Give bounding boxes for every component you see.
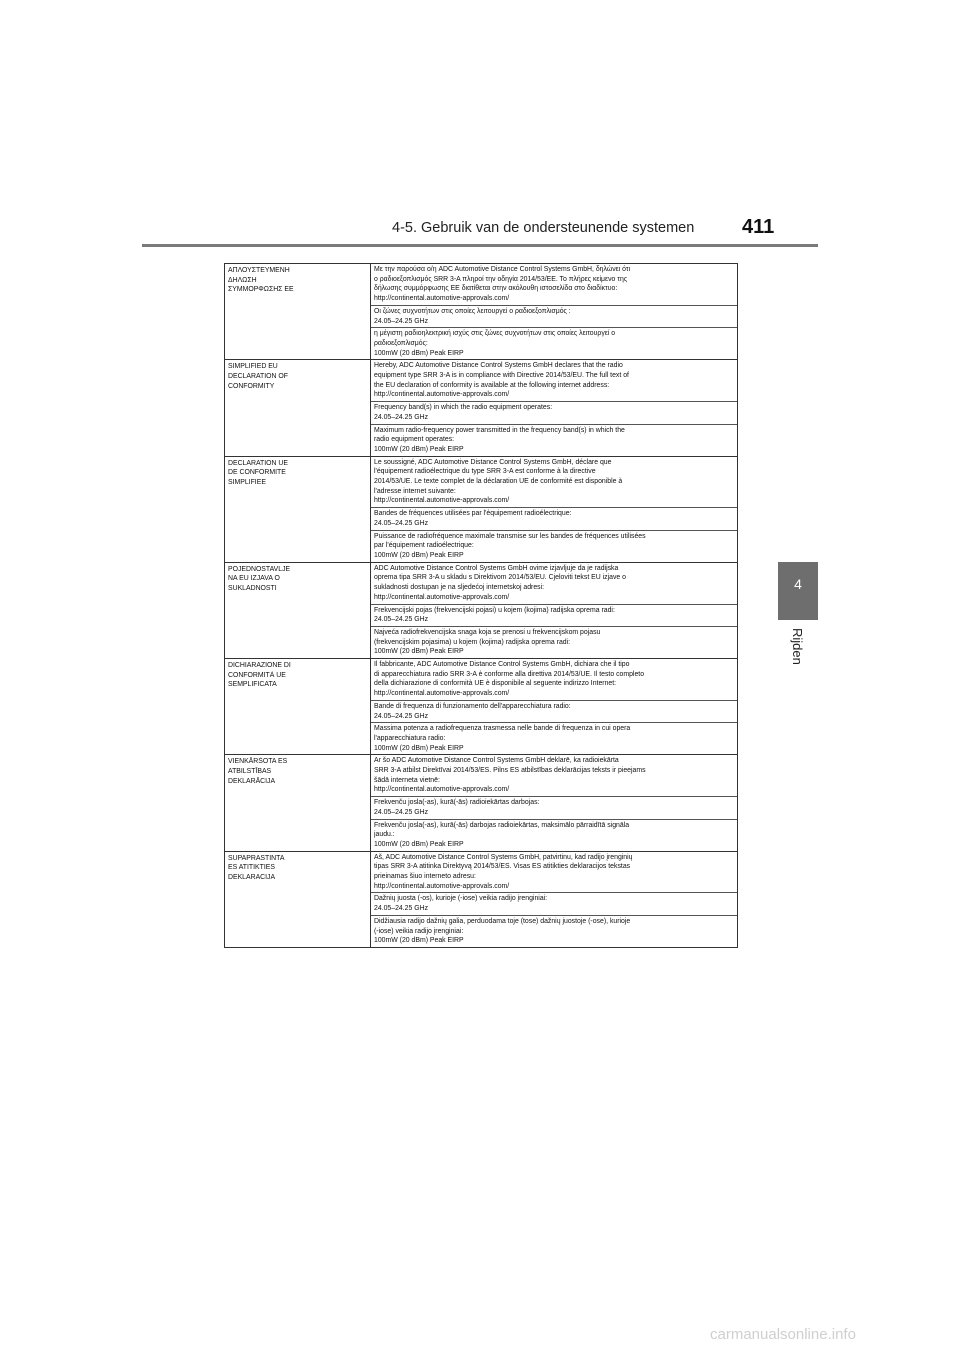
entry-line: Puissance de radiofréquence maximale transmise sur les bandes de fréquences utilisées xyxy=(374,532,646,540)
entry-line: 24.05–24.25 GHz xyxy=(374,808,429,816)
entry-line: della dichiarazione di conformità UE è disponibile al seguente indirizzo Internet: xyxy=(374,680,617,688)
declaration-entry xyxy=(371,796,737,818)
declaration-entry xyxy=(371,457,737,508)
declaration-entry xyxy=(371,819,737,851)
entry-line: http://continental.automotive-approvals.com/ xyxy=(374,295,510,303)
entry-line: equipment type SRR 3-A is in compliance with Directive 2014/53/EU. The full text of xyxy=(374,372,629,380)
declaration-title-line: ES ATITIKTIES xyxy=(228,864,275,872)
declaration-entry xyxy=(371,700,737,722)
declaration-entry xyxy=(371,327,737,359)
declaration-section xyxy=(225,658,737,754)
declaration-body xyxy=(371,360,737,455)
entry-line: Hereby, ADC Automotive Distance Control Systems GmbH declares that the radio xyxy=(374,362,623,370)
declaration-section xyxy=(225,456,737,562)
entry-line: http://continental.automotive-approvals.com/ xyxy=(374,593,510,601)
entry-line: δήλωσης συμμόρφωσης ΕΕ διατίθεται στην ακόλουθη ιστοσελίδα στο διαδίκτυο: xyxy=(374,285,618,293)
declaration-entry xyxy=(371,305,737,327)
declaration-title-line: SEMPLIFICATA xyxy=(228,681,277,689)
entry-line: jaudu.: xyxy=(374,831,395,839)
entry-line: http://continental.automotive-approvals.com/ xyxy=(374,497,510,505)
declaration-title-line: POJEDNOSTAVLJE xyxy=(228,565,291,573)
declaration-entry xyxy=(371,563,737,604)
entry-line: 24.05–24.25 GHz xyxy=(374,616,429,624)
declaration-section xyxy=(225,562,737,658)
entry-line: 100mW (20 dBm) Peak EIRP xyxy=(374,840,464,848)
entry-line: 24.05–24.25 GHz xyxy=(374,317,429,325)
entry-line: Ar šo ADC Automotive Distance Control Systems GmbH deklarē, ka radioiekārta xyxy=(374,757,619,765)
entry-line: Aš, ADC Automotive Distance Control Systems GmbH, patvirtinu, kad radijo įrenginių xyxy=(374,853,633,861)
declaration-entry xyxy=(371,915,737,947)
entry-line: 2014/53/UE. Le texte complet de la déclaration UE de conformité est disponible à xyxy=(374,478,623,486)
declaration-title-line: DE CONFORMITE xyxy=(228,469,286,477)
declaration-title xyxy=(225,360,371,455)
entry-line: ραδιοεξοπλισμός: xyxy=(374,339,428,347)
entry-line: Najveća radiofrekvencijska snaga koja se prenosi u frekvencijskom pojasu xyxy=(374,628,601,636)
entry-line: l'adresse internet suivante: xyxy=(374,487,456,495)
declaration-title-line: DEKLARACIJA xyxy=(228,874,276,882)
entry-line: (frekvencijskim pojasima) u kojem (kojima) radijska oprema radi: xyxy=(374,638,571,646)
chapter-label: Rijden xyxy=(790,628,805,665)
declaration-title xyxy=(225,457,371,562)
entry-line: 100mW (20 dBm) Peak EIRP xyxy=(374,648,464,656)
entry-line: ο ραδιοεξοπλισμός SRR 3-A πληροί την οδηγία 2014/53/ΕΕ. Το πλήρες κείμενο της xyxy=(374,275,628,283)
entry-line: Οι ζώνες συχνοτήτων στις οποίες λειτουργεί ο ραδιοεξοπλισμός : xyxy=(374,307,571,315)
entry-line: Με την παρούσα ο/η ADC Automotive Distance Control Systems GmbH, δηλώνει ότι xyxy=(374,266,631,273)
entry-line: http://continental.automotive-approvals.com/ xyxy=(374,786,510,794)
entry-line: Maximum radio-frequency power transmitted in the frequency band(s) in which the xyxy=(374,426,625,434)
declaration-body xyxy=(371,755,737,850)
page-number: 411 xyxy=(742,216,775,238)
declaration-title-line: SUPAPRASTINTA xyxy=(228,854,285,862)
declaration-title-line: SIMPLIFIED EU xyxy=(228,363,278,371)
entry-line: Frekvenču josla(-as), kurā(-ās) radioiekārtas darbojas: xyxy=(374,799,540,807)
declaration-title-line: NA EU IZJAVA O xyxy=(228,575,280,583)
watermark-logo: carmanualsonline.info xyxy=(710,1326,856,1343)
entry-line: Dažnių juosta (-os), kurioje (-iose) veikia radijo įrenginiai: xyxy=(374,895,548,903)
entry-line: 24.05–24.25 GHz xyxy=(374,519,429,527)
entry-line: Frequency band(s) in which the radio equipment operates: xyxy=(374,404,553,412)
entry-line: oprema tipa SRR 3-A u skladu s Direktivom 2014/53/EU. Cjeloviti tekst EU izjave o xyxy=(374,574,626,582)
entry-line: l'équipement radioélectrique du type SRR 3-A est conforme à la directive xyxy=(374,468,596,476)
entry-line: 24.05–24.25 GHz xyxy=(374,905,429,913)
entry-line: Il fabbricante, ADC Automotive Distance Control Systems GmbH, dichiara che il tipo xyxy=(374,661,630,669)
entry-line: Massima potenza a radiofrequenza trasmessa nelle bande di frequenza in cui opera xyxy=(374,725,631,733)
declaration-body xyxy=(371,659,737,754)
declaration-title-line: ΣΥΜΜΟΡΦΩΣΗΣ ΕΕ xyxy=(228,286,294,294)
entry-line: par l'équipement radioélectrique: xyxy=(374,542,474,550)
declaration-entry xyxy=(371,604,737,626)
entry-line: http://continental.automotive-approvals.com/ xyxy=(374,882,510,890)
declaration-title-line: DEKLARĀCIJA xyxy=(228,777,276,785)
entry-line: 100mW (20 dBm) Peak EIRP xyxy=(374,445,464,453)
declaration-body xyxy=(371,264,737,359)
entry-line: radio equipment operates: xyxy=(374,436,455,444)
entry-line: Frekvencijski pojas (frekvencijski pojasi) u kojem (kojima) radijska oprema radi: xyxy=(374,606,615,614)
declaration-title xyxy=(225,852,371,947)
declaration-entry xyxy=(371,264,737,305)
entry-line: the EU declaration of conformity is available at the following internet address: xyxy=(374,381,610,389)
entry-line: SRR 3-A atbilst Direktīvai 2014/53/ES. Pilns ES atbilstības deklarācijas teksts ir pieejams xyxy=(374,767,646,775)
entry-line: (-iose) veikia radijo įrenginiai: xyxy=(374,927,464,935)
entry-line: tipas SRR 3-A atitinka Direktyvą 2014/53/ES. Visas ES atitikties deklaracijos tekstas xyxy=(374,863,631,871)
declaration-section xyxy=(225,264,737,359)
declaration-section xyxy=(225,851,737,947)
declaration-entry xyxy=(371,530,737,562)
chapter-tab: 4 xyxy=(778,562,818,620)
declaration-table xyxy=(224,263,738,948)
entry-line: 24.05–24.25 GHz xyxy=(374,413,429,421)
declaration-title-line: DICHIARAZIONE DI xyxy=(228,662,291,670)
declaration-entry xyxy=(371,401,737,423)
entry-line: Didžiausia radijo dažnių galia, perduodama toje (tose) dažnių juostoje (-ose), kurioje xyxy=(374,917,631,925)
entry-line: l'apparecchiatura radio: xyxy=(374,734,446,742)
entry-line: di apparecchiatura radio SRR 3-A è conforme alla direttiva 2014/53/UE. Il testo completo xyxy=(374,670,645,678)
entry-line: Bande di frequenza di funzionamento dell'apparecchiatura radio: xyxy=(374,702,571,710)
declaration-title xyxy=(225,563,371,658)
entry-line: 100mW (20 dBm) Peak EIRP xyxy=(374,551,464,559)
declaration-title-line: CONFORMITÀ UE xyxy=(228,671,286,679)
declaration-title-line: ΔΗΛΩΣΗ xyxy=(228,276,257,284)
declaration-title-line: SIMPLIFIEE xyxy=(228,479,266,487)
entry-line: Le soussigné, ADC Automotive Distance Control Systems GmbH, déclare que xyxy=(374,458,612,466)
entry-line: 100mW (20 dBm) Peak EIRP xyxy=(374,937,464,945)
declaration-title-line: DECLARATION OF xyxy=(228,373,288,381)
entry-line: 100mW (20 dBm) Peak EIRP xyxy=(374,349,464,357)
declaration-entry xyxy=(371,360,737,401)
declaration-section xyxy=(225,754,737,850)
declaration-entry xyxy=(371,722,737,754)
declaration-title xyxy=(225,755,371,850)
entry-line: http://continental.automotive-approvals.com/ xyxy=(374,391,510,399)
declaration-entry xyxy=(371,659,737,700)
declaration-entry xyxy=(371,626,737,658)
entry-line: ADC Automotive Distance Control Systems GmbH ovime izjavljuje da je radijska xyxy=(374,564,619,572)
declaration-section xyxy=(225,359,737,455)
entry-line: šādā interneta vietnē: xyxy=(374,776,440,784)
entry-line: Frekvenču josla(-as), kurā(-ās) darbojas radioiekārtas, maksimālo pārraidītā signāla xyxy=(374,821,630,829)
declaration-entry xyxy=(371,424,737,456)
declaration-title-line: SUKLADNOSTI xyxy=(228,585,277,593)
declaration-body xyxy=(371,852,737,947)
entry-line: prieinamas šiuo interneto adresu: xyxy=(374,873,476,881)
declaration-title xyxy=(225,264,371,359)
declaration-title-line: ATBILSTĪBAS xyxy=(228,768,272,776)
section-header-title: 4-5. Gebruik van de ondersteunende systemen xyxy=(392,220,695,236)
declaration-body xyxy=(371,563,737,658)
declaration-body xyxy=(371,457,737,562)
declaration-title-line: DECLARATION UE xyxy=(228,459,288,467)
header-rule xyxy=(142,244,818,247)
declaration-title-line: CONFORMITY xyxy=(228,382,275,390)
entry-line: sukladnosti dostupan je na sljedećoj internetskoj adresi: xyxy=(374,584,545,592)
declaration-entry xyxy=(371,892,737,914)
declaration-entry xyxy=(371,755,737,796)
entry-line: η μέγιστη ραδιοηλεκτρική ισχύς στις ζώνες συχνοτήτων στις οποίες λειτουργεί ο xyxy=(374,330,616,338)
entry-line: 100mW (20 dBm) Peak EIRP xyxy=(374,744,464,752)
declaration-entry xyxy=(371,507,737,529)
entry-line: Bandes de fréquences utilisées par l'équipement radioélectrique: xyxy=(374,510,572,518)
declaration-title-line: ΑΠΛΟΥΣΤΕΥΜΕΝΗ xyxy=(228,267,290,274)
entry-line: 24.05–24.25 GHz xyxy=(374,712,429,720)
declaration-title-line: VIENKĀRŠOTA ES xyxy=(228,758,288,766)
entry-line: http://continental.automotive-approvals.com/ xyxy=(374,690,510,698)
declaration-title xyxy=(225,659,371,754)
declaration-entry xyxy=(371,852,737,893)
